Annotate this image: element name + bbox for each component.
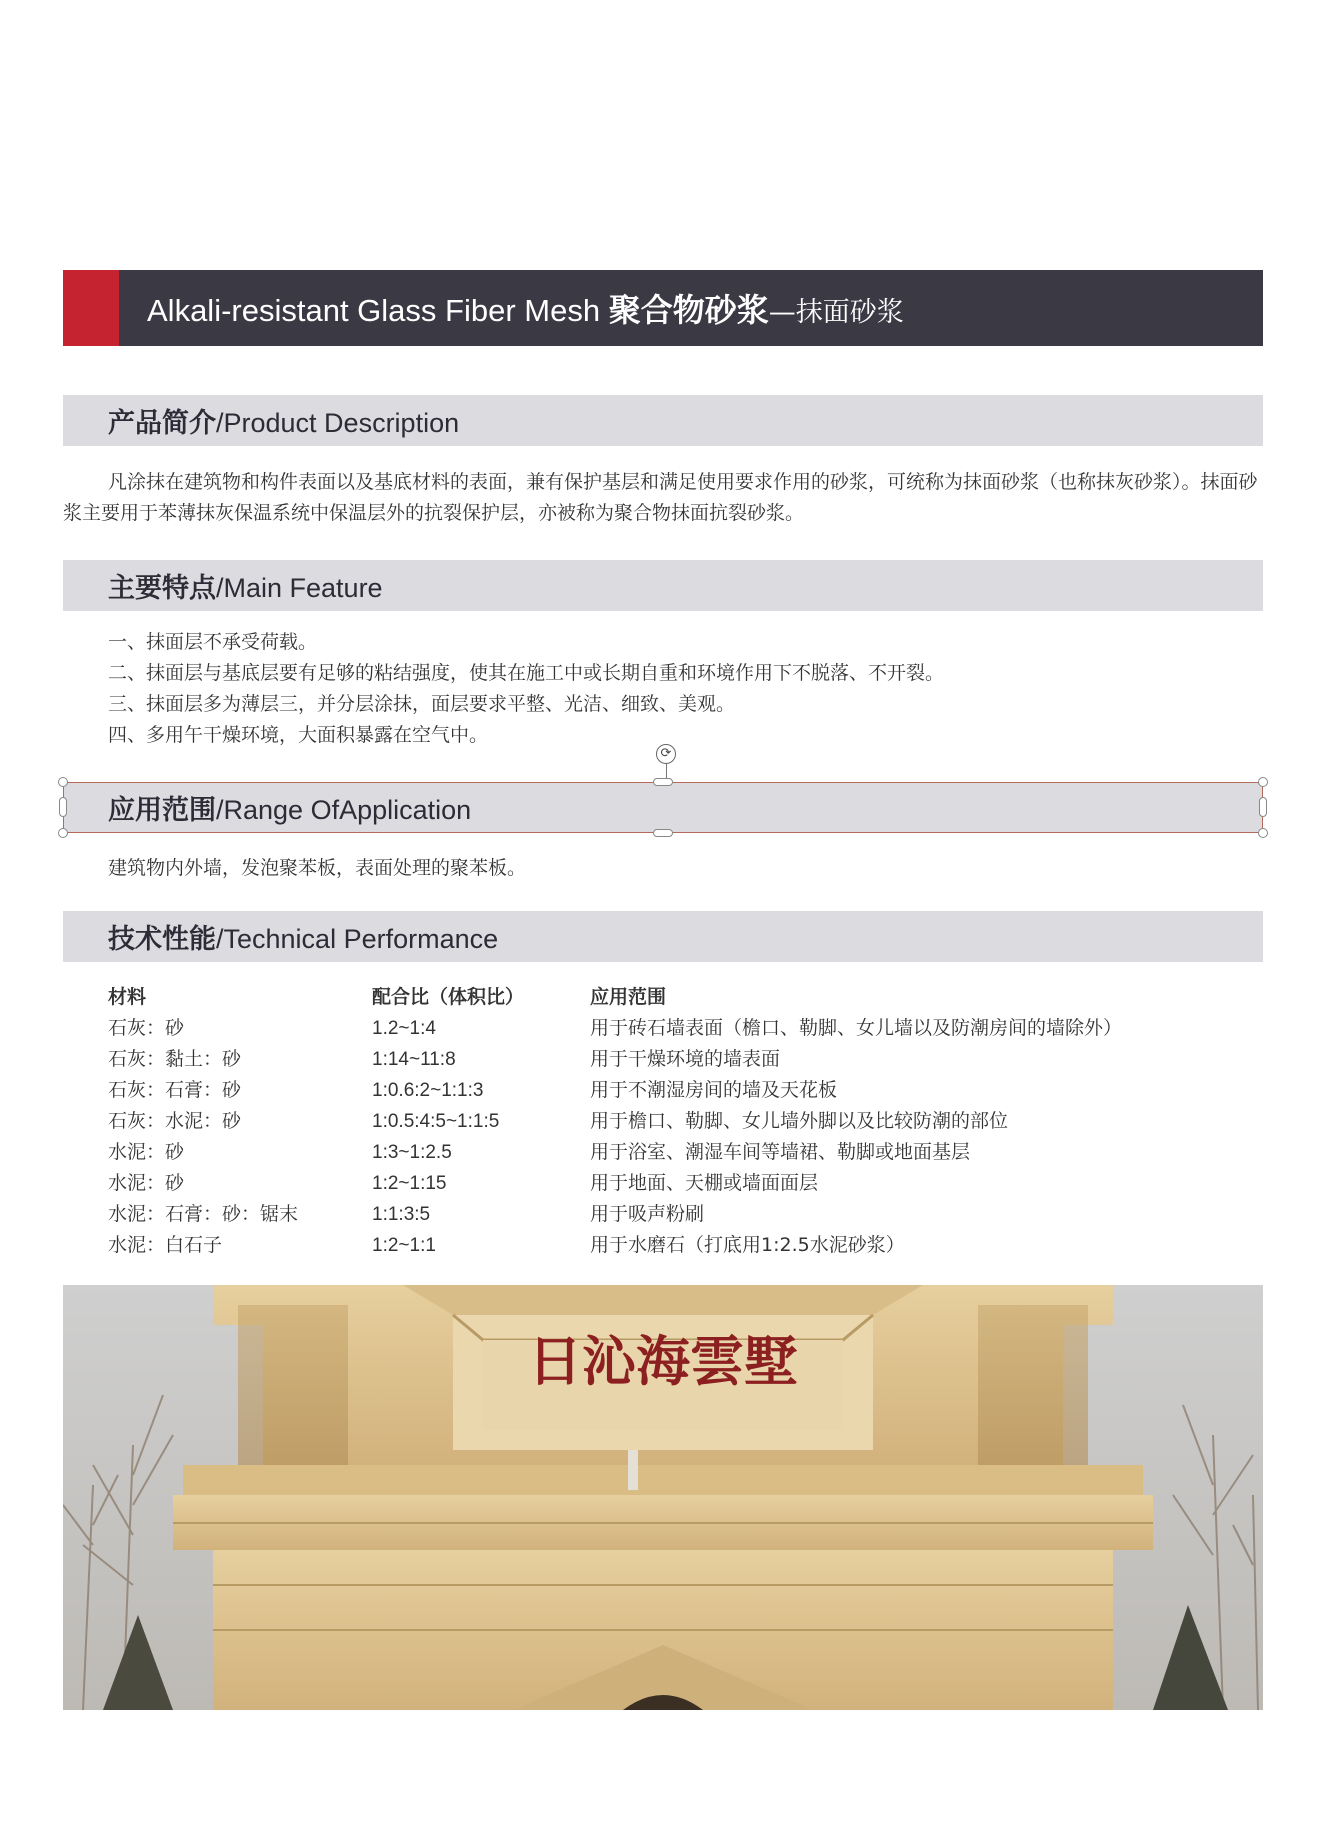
section-header-feature bbox=[63, 560, 1263, 611]
cell-ratio: 1:1:3:5 bbox=[372, 1204, 431, 1225]
resize-handle-top[interactable] bbox=[653, 778, 673, 786]
section-title-cn: 应用范围 bbox=[108, 795, 216, 826]
title-cn-suffix: —抹面砂浆 bbox=[768, 297, 904, 328]
cell-ratio: 1:14~11:8 bbox=[372, 1049, 456, 1070]
cell-ratio: 1:0.6:2~1:1:3 bbox=[372, 1080, 484, 1101]
section-title-cn: 技术性能 bbox=[108, 924, 216, 955]
section-header-application[interactable] bbox=[63, 782, 1263, 833]
cell-material: 石灰：黏土：砂 bbox=[108, 1048, 242, 1070]
title-en: Alkali-resistant Glass Fiber Mesh bbox=[147, 293, 609, 328]
feature-list bbox=[108, 627, 944, 751]
cell-material: 水泥：砂 bbox=[108, 1141, 185, 1163]
title-cn-bold: 聚合物砂浆 bbox=[608, 291, 769, 329]
table-row bbox=[108, 1044, 1122, 1075]
cell-material: 石灰：石膏：砂 bbox=[108, 1079, 242, 1101]
cell-application: 用于檐口、勒脚、女儿墙外脚以及比较防潮的部位 bbox=[590, 1110, 1009, 1132]
feature-item: 二、抹面层与基底层要有足够的粘结强度，使其在施工中或长期自重和环境作用下不脱落、不开裂。 bbox=[108, 662, 945, 684]
cell-application: 用于地面、天棚或墙面面层 bbox=[590, 1172, 819, 1194]
resize-handle-left[interactable] bbox=[59, 797, 67, 817]
resize-handle-right[interactable] bbox=[1259, 797, 1267, 817]
table-row bbox=[108, 1199, 1122, 1230]
feature-item: 三、抹面层多为薄层三，并分层涂抹，面层要求平整、光洁、细致、美观。 bbox=[108, 693, 736, 715]
table-row bbox=[108, 1013, 1122, 1044]
table-row bbox=[108, 1168, 1122, 1199]
cell-application: 用于浴室、潮湿车间等墙裙、勒脚或地面基层 bbox=[590, 1141, 971, 1163]
cell-application: 用于不潮湿房间的墙及天花板 bbox=[590, 1079, 838, 1101]
cell-application: 用于砖石墙表面（檐口、勒脚、女儿墙以及防潮房间的墙除外） bbox=[590, 1017, 1123, 1039]
cell-material: 水泥：砂 bbox=[108, 1172, 185, 1194]
cell-material: 石灰：水泥：砂 bbox=[108, 1110, 242, 1132]
title-banner bbox=[63, 270, 1263, 346]
column-header-material: 材料 bbox=[108, 986, 147, 1008]
section-header-description bbox=[63, 395, 1263, 446]
section-title-en: /Technical Performance bbox=[216, 924, 499, 954]
cell-application: 用于水磨石（打底用1:2.5水泥砂浆） bbox=[590, 1234, 905, 1256]
cell-application: 用于吸声粉刷 bbox=[590, 1203, 705, 1225]
table-header-row bbox=[108, 982, 1122, 1013]
section-title-en: /Main Feature bbox=[216, 573, 383, 603]
title-accent-block bbox=[63, 270, 119, 346]
resize-handle-top-right[interactable] bbox=[1258, 777, 1268, 787]
table-row bbox=[108, 1075, 1122, 1106]
page-title bbox=[147, 285, 904, 331]
cell-material: 石灰：砂 bbox=[108, 1017, 185, 1039]
section-title-cn: 主要特点 bbox=[108, 573, 216, 604]
section-title bbox=[108, 401, 459, 440]
cell-material: 水泥：石膏：砂：锯末 bbox=[108, 1203, 299, 1225]
section-title-en: /Product Description bbox=[216, 408, 460, 438]
cell-ratio: 1:2~1:15 bbox=[372, 1173, 447, 1194]
resize-handle-bottom-left[interactable] bbox=[58, 828, 68, 838]
cell-ratio: 1:2~1:1 bbox=[372, 1235, 436, 1256]
building-photo bbox=[63, 1285, 1263, 1710]
signboard-text: 日沁海雲墅 bbox=[528, 1329, 798, 1393]
cell-material: 水泥：白石子 bbox=[108, 1234, 223, 1256]
section-title bbox=[108, 566, 383, 605]
resize-handle-top-left[interactable] bbox=[58, 777, 68, 787]
cell-application: 用于干燥环境的墙表面 bbox=[590, 1048, 781, 1070]
cell-ratio: 1:0.5:4:5~1:1:5 bbox=[372, 1111, 500, 1132]
building-photo-illustration bbox=[63, 1285, 1263, 1710]
section-title-cn: 产品简介 bbox=[108, 408, 216, 439]
feature-item: 一、抹面层不承受荷载。 bbox=[108, 631, 318, 653]
application-paragraph: 建筑物内外墙，发泡聚苯板，表面处理的聚苯板。 bbox=[108, 857, 527, 879]
resize-handle-bottom-right[interactable] bbox=[1258, 828, 1268, 838]
section-header-technical bbox=[63, 911, 1263, 962]
table-row bbox=[108, 1137, 1122, 1168]
description-paragraph: 凡涂抹在建筑物和构件表面以及基底材料的表面，兼有保护基层和满足使用要求作用的砂浆，可统称为抹面砂浆（也称抹灰砂浆）。抹面砂浆主要用于苯薄抹灰保温系统中保温层外的抗裂保护层，亦被称为聚合物抹面抗裂砂浆。 bbox=[63, 471, 1258, 524]
column-header-application: 应用范围 bbox=[590, 986, 667, 1008]
cell-ratio: 1:3~1:2.5 bbox=[372, 1142, 452, 1163]
column-header-ratio: 配合比（体积比） bbox=[372, 986, 525, 1008]
table-row bbox=[108, 1230, 1122, 1261]
section-title bbox=[108, 788, 471, 827]
rotate-handle-icon[interactable]: ⟳ bbox=[656, 744, 676, 764]
resize-handle-bottom[interactable] bbox=[653, 829, 673, 837]
table-row bbox=[108, 1106, 1122, 1137]
feature-item: 四、多用午干燥环境，大面积暴露在空气中。 bbox=[108, 724, 489, 746]
section-title bbox=[108, 917, 498, 956]
technical-table bbox=[108, 982, 1122, 1261]
cell-ratio: 1.2~1:4 bbox=[372, 1018, 436, 1039]
section-title-en: /Range OfApplication bbox=[216, 795, 472, 825]
